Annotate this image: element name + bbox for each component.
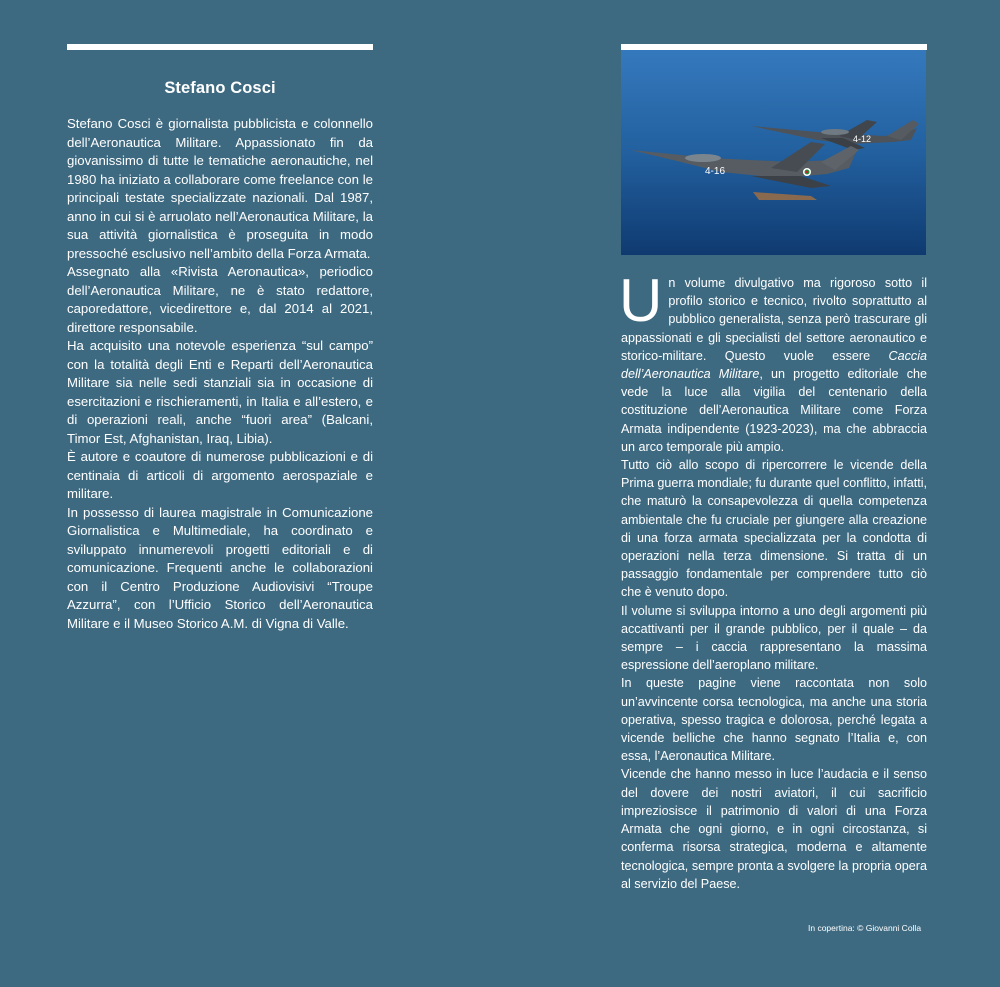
aircraft-code-rear: 4-12: [853, 134, 872, 144]
bio-paragraph: In possesso di laurea magistrale in Comunicazione Giornalistica e Multimediale, ha coordinato e sviluppato innumerevoli progetti editoriali e di comunicazione. Frequenti anche le collaborazioni con il Centro Produzione Audiovisivi “Troupe Azzurra”, con l’Ufficio Storico dell’Aeronautica Militare e il Museo Storico A.M. di Vigna di Valle.: [67, 504, 373, 631]
cover-photo-starfighters: [621, 50, 926, 255]
drop-cap: U: [619, 267, 663, 334]
book-description: [619, 267, 927, 893]
blurb-paragraph: In queste pagine viene raccontata non solo un’avvincente corsa tecnologica, ma anche una storia operativa, spesso tragica e dolorosa, perché legata a vicende belliche che hanno segnato l’Italia e, con essa, l’Aeronautica Militare.: [621, 676, 927, 764]
author-name-heading: Stefano Cosci: [164, 79, 276, 97]
blurb-paragraph: Tutto ciò allo scopo di ripercorrere le vicende della Prima guerra mondiale; fu durante quel conflitto, infatti, che maturò la consapevolezza di quella competenza ambientale che fu cruciale per giungere alla creazione di una forza armata specializzata per la condotta di operazioni nella terza dimensione. Si tratta di un passaggio fondamentale per comprendere tutto ciò che è venuto dopo.: [621, 458, 927, 600]
author-bio: [67, 115, 373, 633]
cover-photo-credit: In copertina: © Giovanni Colla: [808, 923, 922, 933]
blurb-paragraph: Il volume si sviluppa intorno a uno degli argomenti più accattivanti per il grande pubblico, per il quale – da sempre – i caccia rappresentano la massima espressione dell’aeroplano militare.: [621, 603, 927, 673]
book-blurb-column: [621, 44, 927, 893]
blurb-paragraph: Vicende che hanno messo in luce l’audacia e il senso del dovere dei nostri aviatori, il cui sacrificio impreziosisce il patrimonio di valori di una Forza Armata che ogni giorno, e in ogni circostanza, si conferma risorsa strategica, moderna e altamente tecnologica, sempre pronta a svolgere la propria opera al servizio del Paese.: [621, 767, 927, 891]
top-rule-left: [67, 44, 373, 50]
blurb-intro-end: , un progetto editoriale che vede la luce alla vigilia del centenario della costituzione dell’Aeronautica Militare come Forza Armata indipendente (1923-2023), ma che abbraccia un arco temporale più ampio.: [621, 367, 927, 454]
author-column: [67, 44, 373, 633]
bio-paragraph: Assegnato alla «Rivista Aeronautica», periodico dell’Aeronautica Militare, ne è stato redattore, caporedattore, vicedirettore e, dal 2014 al 2021, direttore responsabile.: [67, 264, 373, 335]
bio-paragraph: È autore e coautore di numerose pubblicazioni e di centinaia di articoli di argomento aerospaziale e militare.: [67, 449, 373, 501]
blurb-intro-paragraph: [619, 267, 927, 456]
book-title-italic: Caccia dell’Aeronautica Militare: [621, 348, 927, 382]
jet-aircraft-illustration: [621, 50, 926, 255]
bio-paragraph: Ha acquisito una notevole esperienza “sul campo” con la totalità degli Enti e Reparti dell’Aeronautica Militare sia nelle sedi stanziali sia in occasione di esercitazioni e rischieramenti, in Italia e all’estero, e di operazioni reali, anche “fuori area” (Balcani, Timor Est, Afghanistan, Iraq, Libia).: [67, 338, 373, 446]
blurb-intro-start: n volume divulgativo ma rigoroso sotto il profilo storico e tecnico, rivolto soprattutto al pubblico generalista, senza però trascurare gli appassionati e gli specialisti del settore aeronautico e storico-militare. Questo vuole essere: [621, 276, 927, 363]
bio-paragraph: Stefano Cosci è giornalista pubblicista e colonnello dell’Aeronautica Militare. Appassionato fin da giovanissimo di tutte le tematiche aeronautiche, nel 1980 ha iniziato a collaborare come freelance con le principali testate specializzate nazionali. Dal 1987, anno in cui si è arruolato nell’Aeronautica Militare, la sua attività giornalistica è proseguita in modo pressoché esclusivo nell’ambito della Forza Armata.: [67, 116, 373, 261]
aircraft-code-front: 4-16: [705, 166, 726, 177]
